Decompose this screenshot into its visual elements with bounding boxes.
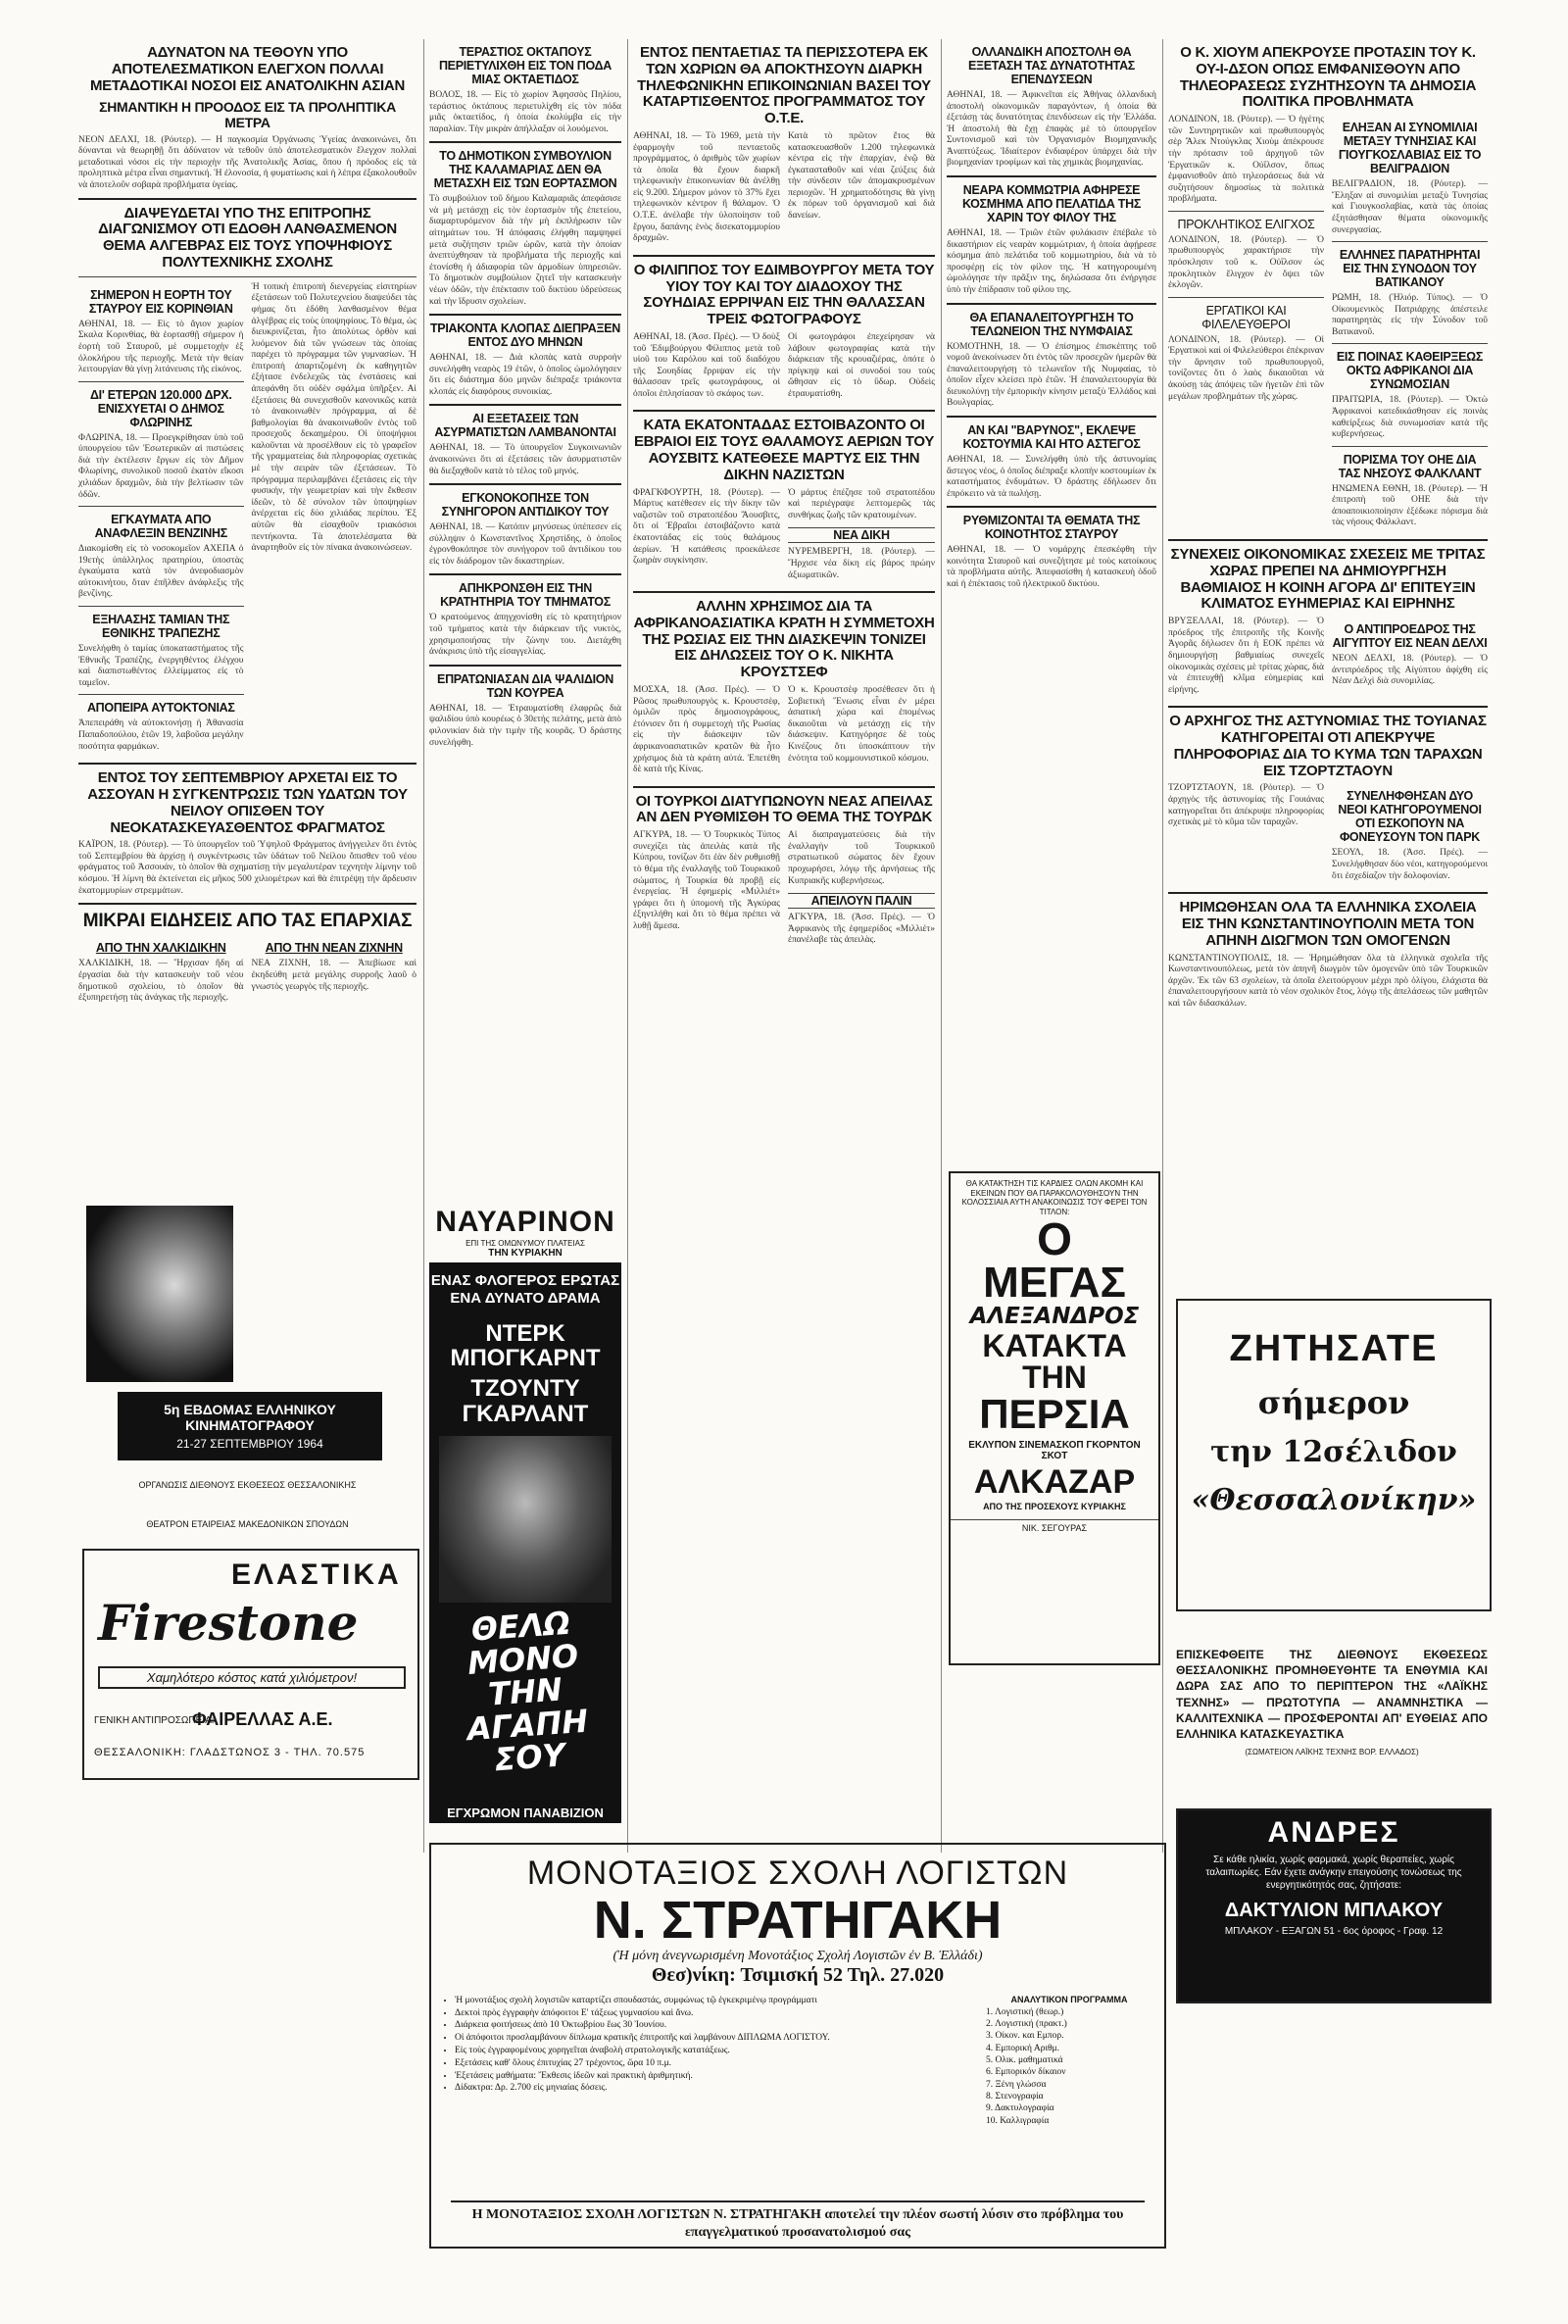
thessaloniki-ad	[1176, 1299, 1492, 1611]
school-title-1: ΜΟΝΟΤΑΞΙΟΣ ΣΧΟΛΗ ΛΟΓΙΣΤΩΝ	[526, 1854, 1069, 1892]
headline: ΣΥΝΕΧΕΙΣ ΟΙΚΟΝΟΜΙΚΑΣ ΣΧΕΣΕΙΣ ΜΕ ΤΡΙΤΑΣ ΧΩΡΑΣ ΠΡΕΠΕΙ ΝΑ ΔΗΜΙΟΥΡΓΗΣΗ ΒΑΘΜΙΑΙΟΣ Η ΚΟΙΝΗ ΑΓΟΡΑ ΔΙ' ΕΠΙΤΕΥΞΙΝ ΚΛΙΜΑΤΟΣ ΕΥΗΜΕΡΙΑΣ ΚΑΙ ΕΙΡΗΝΗΣ	[1170, 546, 1486, 613]
article-text: ΑΘΗΝΑΙ, 18. — Ἐτραυματίσθη ἐλαφρῶς διὰ ψαλιδίου ὑπὸ κουρέως ὁ 30ετὴς πελάτης, μετὰ ἀπὸ φιλονικίαν διὰ τὴν τιμὴν τῆς κουρᾶς. Ὁ δράστης συνελήφθη.	[429, 703, 621, 748]
alkazar-o: Ο	[1037, 1213, 1072, 1265]
laiki-techni-signature: (ΣΩΜΑΤΕΙΟΝ ΛΑΪΚΗΣ ΤΕΧΝΗΣ ΒΟΡ. ΕΛΛΑΔΟΣ)	[1245, 1748, 1419, 1757]
headline: ΤΕΡΑΣΤΙΟΣ ΟΚΤΑΠΟΥΣ ΠΕΡΙΕΤΥΛΙΧΘΗ ΕΙΣ ΤΟΝ ΠΟΔΑ ΜΙΑΣ ΟΚΤΑΕΤΙΔΟΣ	[438, 45, 612, 86]
headline: ΕΛΗΞΑΝ ΑΙ ΣΥΝΟΜΙΛΙΑΙ ΜΕΤΑΞΥ ΤΥΝΗΣΙΑΣ ΚΑΙ ΓΙΟΥΓΚΟΣΛΑΒΙΑΣ ΕΙΣ ΤΟ ΒΕΛΙΓΡΑΔΙΟΝ	[1338, 121, 1482, 176]
school-program-item: 6. Εμπορικόν δίκαιον	[986, 2067, 1066, 2078]
headline: ΟΛΛΑΝΔΙΚΗ ΑΠΟΣΤΟΛΗ ΘΑ ΕΞΕΤΑΣΗ ΤΑΣ ΔΥΝΑΤΟΤΗΤΑΣ ΕΠΕΝΔΥΣΕΩΝ	[967, 45, 1136, 86]
headline: ΤΟ ΔΗΜΟΤΙΚΟΝ ΣΥΜΒΟΥΛΙΟΝ ΤΗΣ ΚΑΛΑΜΑΡΙΑΣ ΔΕΝ ΘΑ ΜΕΤΑΣΧΗ ΕΙΣ ΤΩΝ ΕΟΡΤΑΣΜΟΝ	[433, 149, 617, 191]
cinema-week-ad	[78, 1196, 416, 1480]
article-text: ΑΘΗΝΑΙ, 18. — Τὸ ὑπουργεῖον Συγκοινωνιῶν ἀνακοινώνει ὅτι αἱ ἐξετάσεις τῶν ἀσυρματιστῶν θὰ διεξαχθοῦν κατὰ τὸ τέλος τοῦ μηνός.	[429, 443, 621, 476]
thessaloniki-today: σήμερον	[1257, 1384, 1410, 1421]
article-text: ΑΘΗΝΑΙ, 18. (Ἀσσ. Πρές). — Ὁ δοὺξ τοῦ Ἐδιμβούργου Φίλιππος μετὰ τοῦ υἱοῦ του Καρόλου καὶ τοῦ διαδόχου τῆς Σουηδίας ἔρριψαν εἰς τὴν θάλασσαν τρεῖς φωτογράφους, οἱ ὁποῖοι ἐπλησίασαν τὸ σκάφος των.	[633, 331, 780, 399]
navarinon-tagline: ΕΝΑΣ ΦΛΟΓΕΡΟΣ ΕΡΩΤΑΣ ΕΝΑ ΔΥΝΑΤΟ ΔΡΑΜΑ	[430, 1272, 620, 1307]
headline: ΕΓΚΑΥΜΑΤΑ ΑΠΟ ΑΝΑΦΛΕΞΙΝ ΒΕΝΖΙΝΗΣ	[94, 513, 227, 541]
school-item: • Δίδακτρα: Δρ. 2.700 εἰς μηνιαίας δόσεις.	[455, 2082, 976, 2095]
thessaloniki-pages: την 12σέλιδον	[1210, 1435, 1457, 1469]
andres-body: Σε κάθε ηλικία, χωρίς φαρμακά, χωρίς θεραπείες, χωρίς ταλαιπωρίες. Εάν έχετε ανάγκην επειγούσης τονώσεως της ενεργητικότητός σας, ζητήσατε:	[1205, 1854, 1462, 1891]
school-item: • Οἱ ἀπόφοιτοι προσλαμβάνουν δίπλωμα κρατικῆς ἐπιτροπῆς καὶ λαμβάνουν ΔΙΠΛΩΜΑ ΛΟΓΙΣΤΟΥ.	[455, 2032, 976, 2045]
headline: ΔΙ' ΕΤΕΡΩΝ 120.000 ΔΡΧ. ΕΝΙΣΧΥΕΤΑΙ Ο ΔΗΜΟΣ ΦΛΩΡΙΝΗΣ	[90, 387, 232, 429]
article-text: ΑΓΚΥΡΑ, 18. — Ὁ Τουρκικὸς Τύπος συνεχίζει τὰς ἀπειλὰς κατὰ τῆς Κύπρου, τονίζων ὅτι ἐὰν δὲν ρυθμισθῇ τὸ θέμα τῆς ἐναλλαγῆς τοῦ Τουρκικοῦ σώματος, ἡ Τουρκία θὰ προβῇ εἰς ἐνεργείας. Ἡ ἐφημερὶς «Μιλλιέτ» γράφει ὅτι ἡ ὑπομονὴ τῆς Ἀγκύρας ἐξηντλήθη καὶ ὅτι τὸ θέμα πρέπει νὰ λυθῇ ἄμεσα.	[633, 830, 780, 931]
headline: ΑΔΥΝΑΤΟΝ ΝΑ ΤΕΘΟΥΝ ΥΠΟ ΑΠΟΤΕΛΕΣΜΑΤΙΚΟΝ ΕΛΕΓΧΟΝ ΠΟΛΛΑΙ ΜΕΤΑΔΟΤΙΚΑΙ ΝΟΣΟΙ ΕΙΣ ΑΝΑΤΟΛΙΚΗΝ ΑΣΙΑΝ	[89, 44, 405, 94]
alkazar-day: ΑΠΟ ΤΗΣ ΠΡΟΣΕΧΟΥΣ ΚΥΡΙΑΚΗΣ	[983, 1501, 1126, 1511]
article-text: ΝΕΑ ΖΙΧΝΗ, 18. — Ἀπεβίωσε καὶ ἐκηδεύθη μετὰ μεγάλης συρροῆς λαοῦ ὁ γνωστὸς γεωργὸς τῆς περιοχῆς.	[251, 959, 416, 992]
article-text: ΑΘΗΝΑΙ, 18. — Διὰ κλοπὰς κατὰ συρροὴν συνελήφθη νεαρὸς 19 ἐτῶν, ὁ ὁποῖος ὡμολόγησεν ὅτι εἰς διάστημα δύο μηνῶν διέπραξε τριάκοντα κλοπάς εἰς διαφόρους συνοικίας.	[429, 353, 621, 397]
article-text: ΝΕΟΝ ΔΕΛΧΙ, 18. (Ρόυτερ). — Η παγκοσμία Όργάνωσις Ὑγείας ἀνακοινώνει, ὅτι δύνανται νὰ θεωρηθῇ ὅτι ἀδύνατον νὰ τεθοῦν ὑπὸ ἀποτελεσματικὸν ἔλεγχον πολλαὶ μεταδοτικαὶ νόσοι εἰς τὴν περιοχὴν τῆς Ἀνατολικῆς Ἀσίας, ὅπου ἡ πρόοδος εἰς τὰ προληπτικὰ μέτρα εἶναι σημαντική. Ἡ ἐλονοσία, ἡ φυματίωσις καὶ ἡ λέπρα ἐξακολουθοῦν νὰ ἀποτελοῦν σοβαρὰ προβλήματα ὑγείας.	[78, 134, 416, 191]
navarinon-ad	[429, 1206, 621, 1823]
school-program-item: 5. Ολικ. μαθηματικά	[986, 2055, 1063, 2066]
school-footer: Η ΜΟΝΟΤΑΞΙΟΣ ΣΧΟΛΗ ΛΟΓΙΣΤΩΝ Ν. ΣΤΡΑΤΗΓΑΚΗ αποτελεί την πλέον σωστή λύσιν στο πρόβλημα του επαγγελματικού προσανατολισμού σας	[451, 2200, 1145, 2241]
article-text: ΤΖΟΡΤΖΤΑΟΥΝ, 18. (Ρόυτερ). — Ὁ ἀρχηγὸς τῆς ἀστυνομίας τῆς Γουιάνας κατηγορεῖται ὅτι ἀπέκρυψε πληροφορίας σχετικὰς μὲ τὸ κῦμα τῶν ταραχῶν.	[1168, 783, 1324, 828]
article-text: ΦΡΑΓΚΦΟΥΡΤΗ, 18. (Ρόυτερ). — Μάρτυς κατέθεσεν εἰς τὴν δίκην τῶν ναζιστῶν τοῦ στρατοπέδου Ἄουσβιτς, ὅτι οἱ Ἑβραῖοι ἐστοιβάζοντο κατὰ ἑκατοντάδας εἰς τοὺς θαλάμους ἀερίων. Ἡ κατάθεσις προεκάλεσε ζωηρὰν συγκίνησιν.	[633, 487, 780, 567]
thessaloniki-paper: «Θεσσαλονίκην»	[1191, 1483, 1477, 1517]
headline: Ο ΦΙΛΙΠΠΟΣ ΤΟΥ ΕΔΙΜΒΟΥΡΓΟΥ ΜΕΤΑ ΤΟΥ ΥΙΟΥ ΤΟΥ ΚΑΙ ΤΟΥ ΔΙΑΔΟΧΟΥ ΤΗΣ ΣΟΥΗΔΙΑΣ ΕΡΡΙΨΑΝ ΕΙΣ ΤΗΝ ΘΑΛΑΣΣΑΝ ΤΡΕΙΣ ΦΩΤΟΓΡΑΦΟΥΣ	[633, 261, 935, 328]
headline: ΗΡΙΜΩΘΗΣΑΝ ΟΛΑ ΤΑ ΕΛΛΗΝΙΚΑ ΣΧΟΛΕΙΑ ΕΙΣ ΤΗΝ ΚΩΝΣΤΑΝΤΙΝΟΥΠΟΛΙΝ ΜΕΤΑ ΤΟΝ ΑΠΗΝΗ ΔΙΩΓΜΟΝ ΤΩΝ ΟΜΟΓΕΝΩΝ	[1179, 899, 1477, 949]
navarinon-format: ΕΓΧΡΩΜΟΝ ΠΑΝΑΒΙΖΙΟΝ	[447, 1805, 604, 1821]
article-text: ΚΟΜΟΤΗΝΗ, 18. — Ὁ ἐπίσημος ἐπισκέπτης τοῦ νομοῦ ἀνεκοίνωσεν ὅτι ἐντὸς τῶν προσεχῶν ἡμερῶν θὰ ἐπαναλειτουργήσῃ τὸ τελωνεῖον τῆς Νυμφαίας, τὸ ὁποῖον εἶχεν κλείσει πρὸ ἐτῶν. Ἡ ἐπαναλειτουργία θὰ διευκολύνῃ τὴν ἐμπορικὴν κίνησιν μεταξὺ Ἑλλάδος καὶ Βουλγαρίας.	[947, 341, 1156, 409]
column-rule	[627, 39, 628, 1853]
article-text: ΑΘΗΝΑΙ, 18. — Κατόπιν μηνύσεως ὑπέπεσεν εἰς σύλληψιν ὁ Κωνσταντῖνος Χρηστίδης, ὁ ὁποῖος ἐγρονθοκόπησε τὸν συνήγορον τοῦ ἀντιδίκου του εἰς τὸν διάδρομον τῶν δικαστηρίων.	[429, 522, 621, 567]
subhead: ΕΡΓΑΤΙΚΟΙ ΚΑΙ ΦΙΛΕΛΕΥΘΕΡΟΙ	[1201, 303, 1291, 331]
article-text: ΑΘΗΝΑΙ, 18. — Τριῶν ἐτῶν φυλάκισιν ἐπέβαλε τὸ δικαστήριον εἰς νεαρὰν κομμώτριαν, ἡ ὁποία ἀφῄρεσε κόσμημα ἀπὸ πελάτιδα τοῦ κομμωτηρίου, διὰ νὰ τὸ προσφέρῃ εἰς τὸν φίλον της. Ἡ κατηγορουμένη ὡμολόγησε τὴν πρᾶξιν της, δηλώσασα ὅτι ἐνήργησε ὑπὸ τὴν ἐπίδρασιν τοῦ φίλου της.	[947, 228, 1156, 295]
andres-product: ΔΑΚΤΥΛΙΟΝ ΜΠΛΑΚΟΥ	[1224, 1900, 1444, 1921]
article-text: ΒΟΛΟΣ, 18. — Εἰς τὸ χωρίον Ἀφησσὸς Πηλίου, τεράστιος ὀκτάπους περιετυλίχθη εἰς τὸν πόδα μιᾶς ὀκταετίδος, ἡ ὁποία ἐκολύμβα εἰς τὴν παραλίαν. Τὴν μικρὰν ἀπήλλαξαν οἱ λουόμενοι.	[429, 90, 621, 134]
article-text: Ὁ μάρτυς ἐπέζησε τοῦ στρατοπέδου καὶ περιέγραψε λεπτομερῶς τὰς συνθήκας ζωῆς τῶν κρατουμένων.	[788, 487, 935, 520]
headline: ΕΓΚΟΝΟΚΟΠΗΣΕ ΤΟΝ ΣΥΝΗΓΟΡΟΝ ΑΝΤΙΔΙΚΟΥ ΤΟΥ	[441, 491, 610, 519]
headline: ΣΗΜΕΡΟΝ Η ΕΟΡΤΗ ΤΟΥ ΣΤΑΥΡΟΥ ΕΙΣ ΚΟΡΙΝΘΙΑΝ	[88, 287, 233, 316]
article-text: ΚΩΝΣΤΑΝΤΙΝΟΥΠΟΛΙΣ, 18. — Ἠρημώθησαν ὅλα τὰ ἑλληνικὰ σχολεῖα τῆς Κωνσταντινουπόλεως, μετὰ τὸν ἀπηνῆ διωγμὸν τῶν ὁμογενῶν ὑπὸ τῶν Τουρκικῶν ἀρχῶν. Ἐκ τῶν 63 σχολείων, τὰ ὁποῖα ἐλειτούργουν μέχρι πρὸ ὀλίγου, ἐλάχιστα θὰ ἐπαναλειτουργήσουν κατὰ τὸ νέον σχολικὸν ἔτος, λόγῳ τῆς ἀπελάσεως τῶν μαθητῶν καὶ τῶν διδασκάλων.	[1168, 953, 1488, 1009]
school-program-item: 10. Καλλιγραφία	[986, 2115, 1050, 2126]
headline: ΔΙΑΨΕΥΔΕΤΑΙ ΥΠΟ ΤΗΣ ΕΠΙΤΡΟΠΗΣ ΔΙΑΓΩΝΙΣΜΟΥ ΟΤΙ ΕΔΟΘΗ ΛΑΝΘΑΣΜΕΝΟΝ ΘΕΜΑ ΑΛΓΕΒΡΑΣ ΕΙΣ ΤΟΥΣ ΥΠΟΨΗΦΙΟΥΣ ΠΟΛΥΤΕΧΝΙΚΗΣ ΣΧΟΛΗΣ	[98, 204, 397, 272]
navarinon-photo	[439, 1436, 612, 1603]
alkazar-title-4: ΤΗΝ	[1022, 1359, 1087, 1395]
firestone-brand: Firestone	[98, 1594, 359, 1652]
headline: ΑΝ ΚΑΙ "ΒΑΡΥΝΟΣ", ΕΚΛΕΨΕ ΚΟΣΤΟΥΜΙΑ ΚΑΙ ΗΤΟ ΑΣΤΕΓΟΣ	[962, 422, 1141, 451]
headline: ΕΠΡΑΤΩΝΙΑΣΑΝ ΔΙΑ ΨΑΛΙΔΙΟΝ ΤΩΝ ΚΟΥΡΕΑ	[437, 671, 613, 700]
school-item: • Ἡ μονοτάξιος σχολὴ λογιστῶν καταρτίζει σπουδαστάς, συμφώνως τῷ ἐγκεκριμένῳ προγράμματι	[455, 1995, 976, 2007]
cinema-week-title: 5η ΕΒΔΟΜΑΣ ΕΛΛΗΝΙΚΟΥ ΚΙΝΗΜΑΤΟΓΡΑΦΟΥ	[164, 1401, 336, 1433]
article-text: ΣΕΟΥΛ, 18. (Ἀσσ. Πρές). — Συνελήφθησαν δύο νέοι, κατηγορούμενοι ὅτι ἐσχεδίαζον τὴν δολοφονίαν.	[1332, 848, 1488, 881]
article-text: Συνελήφθη ὁ ταμίας ὑποκαταστήματος τῆς Ἐθνικῆς Τραπέζης, ἐνεργηθέντος ἐλέγχου καὶ διαπιστωθέντος ἐλλείμματος εἰς τὸ ταμεῖον.	[78, 644, 244, 688]
navarinon-star-1: ΝΤΕΡΚ ΜΠΟΓΚΑΡΝΤ	[450, 1320, 601, 1372]
article-text: ΑΘΗΝΑΙ, 18. — Τὸ 1969, μετὰ τὴν ἐφαρμογὴν τοῦ πενταετοῦς προγράμματος, ὁ ἀριθμὸς τῶν χωρίων τὰ ὁποῖα θὰ ἔχουν διαρκῆ τηλεφωνικὴν ἐπικοινωνίαν θὰ ἀνέλθῃ εἰς 9.200. Σήμερον μόνον τὸ 37% ἔχει τηλεφωνικὸν κέντρον ἢ θάλαμον. Ὁ Ο.Τ.Ε. ἀνέλαβε τὴν ὑλοποίησιν τοῦ ἔργου, δαπάνης ἑνὸς δισεκατομμυρίου δραχμῶν.	[633, 130, 780, 244]
article-text: ΛΟΝΔΙΝΟΝ, 18. (Ρόυτερ). — Ὁ πρωθυπουργὸς χαρακτήρισε τὴν πρόσκλησιν τοῦ κ. Οὐΐλσον ὡς προκλητικὸν ἔλιγχον ἐν ὄψει τῶν ἐκλογῶν.	[1168, 234, 1324, 291]
alkazar-ad	[949, 1171, 1160, 1665]
school-program-item: 4. Εμπορική Αριθμ.	[986, 2043, 1060, 2053]
school-program-title: ΑΝΑΛΥΤΙΚΟΝ ΠΡΟΓΡΑΜΜΑ	[1010, 1994, 1128, 2004]
article-text: ΑΘΗΝΑΙ, 18. — Εἰς τὸ ἄγιον χωρίον Σκαλα Κορινθίας, θὰ ἑορτασθῇ σήμερον ἡ ἑορτὴ τοῦ Σταυροῦ, μὲ συμμετοχὴν ἐξ ὁλοκλήρου τῆς περιοχῆς. Μετὰ τὴν θείαν λειτουργίαν θὰ γίνῃ λιτάνευσις τῆς εἰκόνος.	[78, 319, 244, 375]
laiki-techni-ad	[1176, 1647, 1488, 1794]
article-text: ΚΑΪΡΟΝ, 18. (Ρόυτερ). — Τὸ ὑπουργεῖον τοῦ Ὑψηλοῦ Φράγματος ἀνήγγειλεν ὅτι ἐντὸς τοῦ Σεπτεμβρίου θὰ ἀρχίσῃ ἡ συγκέντρωσις τῶν ὑδάτων τοῦ Νείλου ὄπισθεν τοῦ νέου φράγματος τοῦ Ἀσσουάν, τὸ ὁποῖον θὰ σχηματίσῃ τὴν μεγαλυτέραν τεχνητὴν λίμνην τοῦ κόσμου. Ἡ λίμνη θὰ ἐκτείνεται εἰς μῆκος 500 χιλιομέτρων καὶ θὰ ἐπιτρέψῃ τὴν ἄρδευσιν ἑκατομμυρίων στρεμμάτων.	[78, 840, 416, 896]
school-program-item: 3. Οίκον. και Εμπορ.	[986, 2031, 1064, 2042]
subhead: ΑΠΟ ΤΗΝ ΝΕΑΝ ΖΙΧΝΗΝ	[265, 941, 403, 956]
headline: ΡΥΘΜΙΖΟΝΤΑΙ ΤΑ ΘΕΜΑΤΑ ΤΗΣ ΚΟΙΝΟΤΗΤΟΣ ΣΤΑΥΡΟΥ	[962, 514, 1141, 542]
school-program-list	[986, 2006, 1152, 2127]
alkazar-title-3: ΚΑΤΑΚΤΑ	[982, 1327, 1127, 1363]
andres-ad	[1176, 1808, 1492, 2003]
article-text: Οἱ φωτογράφοι ἐπεχείρησαν νὰ λάβουν φωτογραφίας κατὰ τὴν διάρκειαν τῆς κρουαζιέρας, ὁπότε ὁ πρίγκηψ καὶ οἱ συνοδοί του τοὺς ὤθησαν εἰς τὸ ὕδωρ. Οὐδεὶς ἐτραυματίσθη.	[788, 331, 935, 399]
poster-face-image	[86, 1206, 233, 1382]
school-item: • Διάρκεια φοιτήσεως ἀπὸ 10 Ὀκτωβρίου ἕως 30 Ἰουνίου.	[455, 2019, 976, 2032]
school-item: • Δεκτοὶ πρὸς ἐγγραφὴν ἀπόφοιτοι Ε' τάξεως γυμνασίου καὶ ἄνω.	[455, 2007, 976, 2020]
headline: ΕΛΛΗΝΕΣ ΠΑΡΑΤΗΡΗΤΑΙ ΕΙΣ ΤΗΝ ΣΥΝΟΔΟΝ ΤΟΥ ΒΑΤΙΚΑΝΟΥ	[1339, 248, 1481, 290]
navarinon-subtitle: ΕΠΙ ΤΗΣ ΟΜΩΝΥΜΟΥ ΠΛΑΤΕΙΑΣ	[466, 1239, 585, 1248]
navarinon-title: ΝΑΥΑΡΙΝΟΝ	[435, 1206, 615, 1238]
alkazar-title-2: ΑΛΕΞΑΝΔΡΟΣ	[969, 1304, 1140, 1330]
article-text: ΛΟΝΔΙΝΟΝ, 18. (Ρόυτερ). — Ὁ ἡγέτης τῶν Συντηρητικῶν καὶ πρωθυπουργὸς σὲρ Ἄλεκ Ντούγκλας Χιοὺμ ἀπέκρουσε τὴν πρότασιν τοῦ ἀρχηγοῦ τῶν Ἐργατικῶν κ. Οὐΐλσον, ὅπως ἐμφανισθοῦν ἀπὸ τηλεοράσεως διὰ νὰ συζητήσουν δημοσίως τὰ πολιτικὰ προβλήματα.	[1168, 115, 1324, 205]
headline: ΜΙΚΡΑΙ ΕΙΔΗΣΕΙΣ ΑΠΟ ΤΑΣ ΕΠΑΡΧΙΑΣ	[82, 911, 413, 932]
article-text: Κατὰ τὸ πρῶτον ἔτος θὰ κατασκευασθοῦν 1.200 τηλεφωνικὰ κέντρα εἰς τὴν ἐπαρχίαν, ἐνῷ θὰ ἐγκατασταθοῦν καὶ νέαι ζεύξεις διὰ τὴν σύνδεσιν τῶν ἀπομακρυσμένων περιοχῶν. Ἡ χρηματοδότησις θὰ γίνῃ ἐκ πόρων τοῦ ὀργανισμοῦ καὶ διὰ δανείων.	[788, 130, 935, 222]
headline: ΤΡΙΑΚΟΝΤΑ ΚΛΟΠΑΣ ΔΙΕΠΡΑΞΕΝ ΕΝΤΟΣ ΔΥΟ ΜΗΝΩΝ	[429, 321, 621, 350]
headline: ΟΙ ΤΟΥΡΚΟΙ ΔΙΑΤΥΠΩΝΟΥΝ ΝΕΑΣ ΑΠΕΙΛΑΣ ΑΝ ΔΕΝ ΡΥΘΜΙΣΘΗ ΤΟ ΘΕΜΑ ΤΗΣ ΤΟΥΡΔΚ	[635, 792, 933, 826]
school-address: Θεσ)νίκη: Τσιμισκή 52 Τηλ. 27.020	[651, 1963, 945, 1986]
headline: ΕΙΣ ΠΟΙΝΑΣ ΚΑΘΕΙΡΞΕΩΣ ΟΚΤΩ ΑΦΡΙΚΑΝΟΙ ΔΙΑ ΣΥΝΩΜΟΣΙΑΝ	[1336, 350, 1484, 392]
article-text: Διακομίσθη εἰς τὸ νοσοκομεῖον ΑΧΕΠΑ ὁ 19ετὴς ὑπάλληλος πρατηρίου, ὑποστὰς ἐγκαύματα κατὰ τὸν ἀνεφοδιασμὸν αὐτοκινήτου, ὅταν ἐπῆλθεν ἀνάφλεξις τῆς βενζίνης.	[78, 544, 244, 600]
column-5	[1168, 39, 1488, 1274]
accounting-school-ad	[429, 1843, 1166, 2249]
headline: Ο ΑΝΤΙΠΡΟΕΔΡΟΣ ΤΗΣ ΑΙΓΥΠΤΟΥ ΕΙΣ ΝΕΑΝ ΔΕΛΧΙ	[1332, 622, 1488, 651]
alkazar-title-5: ΠΕΡΣΙΑ	[979, 1390, 1130, 1437]
article-text: ΦΛΩΡΙΝΑ, 18. — Προεγκρίθησαν ὑπὸ τοῦ ὑπουργείου τῶν Ἐσωτερικῶν αἱ πιστώσεις διὰ τὴν ἐκτέλεσιν ἔργων εἰς τὸν Δῆμον Φλωρίνης, συνολικοῦ ποσοῦ ἑκατὸν εἴκοσι χιλιάδων δραχμῶν, διὰ τὴν βελτίωσιν τῶν ὁδῶν.	[78, 432, 244, 500]
article-text: ΒΕΛΙΓΡΑΔΙΟΝ, 18. (Ρόυτερ). — Ἔληξαν αἱ συνομιλίαι μεταξὺ Τυνησίας καὶ Γιουγκοσλαβίας, κατὰ τὰς ὁποίας ἐξητάσθησαν θέματα οἰκονομικῆς συνεργασίας.	[1332, 179, 1488, 235]
cinema-org: ΟΡΓΑΝΩΣΙΣ ΔΙΕΘΝΟΥΣ ΕΚΘΕΣΕΩΣ ΘΕΣΣΑΛΟΝΙΚΗΣ	[138, 1480, 357, 1490]
school-title-2: Ν. ΣΤΡΑΤΗΓΑΚΗ	[593, 1891, 1003, 1950]
column-4	[947, 39, 1156, 1215]
headline: Ο ΑΡΧΗΓΟΣ ΤΗΣ ΑΣΤΥΝΟΜΙΑΣ ΤΗΣ ΤΟΥΙΑΝΑΣ ΚΑΤΗΓΟΡΕΙΤΑΙ ΟΤΙ ΑΠΕΚΡΥΨΕ ΠΛΗΡΟΦΟΡΙΑΣ ΔΙΑ ΤΟ ΚΥΜΑ ΤΩΝ ΤΑΡΑΧΩΝ ΕΙΣ ΤΖΟΡΤΖΤΑΟΥΝ	[1169, 713, 1487, 779]
column-rule	[1162, 39, 1163, 1853]
article-text: ΝΥΡΕΜΒΕΡΓΗ, 18. (Ρόυτερ). — Ἤρχισε νέα δίκη εἰς βάρος πρώην ἀξιωματικῶν.	[788, 547, 935, 580]
article-text: ΡΩΜΗ, 18. (Ἡλιόρ. Τύπος). — Ὁ Οἰκουμενικὸς Πατριάρχης ἀπέστειλε παρατηρητὰς εἰς τὴν Σύνοδον τοῦ Βατικανοῦ.	[1332, 293, 1488, 337]
school-program-item: 7. Ξένη γλώσσα	[986, 2079, 1047, 2090]
column-rule	[423, 39, 424, 1853]
headline: ΣΗΜΑΝΤΙΚΗ Η ΠΡΟΟΔΟΣ ΕΙΣ ΤΑ ΠΡΟΛΗΠΤΙΚΑ ΜΕΤΡΑ	[99, 99, 396, 131]
article-text: Τὸ συμβούλιον τοῦ δήμου Καλαμαριᾶς ἀπεφάσισε νὰ μὴ μετάσχῃ εἰς τὸν ἑορτασμὸν τῆς ἐπετείου, διαμαρτυρόμενον διὰ τὴν μὴ ἐκπλήρωσιν τῶν αἰτημάτων του. Ἡ ἀπόφασις ἐλήφθη παμψηφεί μετὰ συζήτησιν τριῶν ὡρῶν, κατὰ τὴν ὁποίαν ἀνεπτύχθησαν τὰ προβλήματα τῆς περιοχῆς καὶ ἐτονίσθη ἡ ἀδιαφορία τῶν ἁρμοδίων ὑπηρεσιῶν. Τὸ δημοτικὸν συμβούλιον ζητεῖ τὴν κατασκευὴν νέων ὁδῶν, τὴν ἐπέκτασιν τοῦ δικτύου ὑδρεύσεως καὶ τὴν ἵδρυσιν σχολείων.	[429, 194, 621, 307]
alkazar-title-1: ΜΕΓΑΣ	[983, 1259, 1126, 1308]
article-text: ΑΘΗΝΑΙ, 18. — Συνελήφθη ὑπὸ τῆς ἀστυνομίας ἄστεγος νέος, ὁ ὁποῖος διέπραξε κλοπὴν κοστουμίων ἐκ καταστήματος ἐνδυμάτων. Ὁ δράστης ἐδήλωσεν ὅτι ἐπρόκειτο νὰ τὰ πωλήσῃ.	[947, 454, 1156, 499]
article-text: Ὁ κ. Κρουστσὲφ προσέθεσεν ὅτι ἡ Σοβιετικὴ Ἕνωσις εἶναι ἐν μέρει ἀσιατικὴ χώρα καὶ ἐπομένως δικαιοῦται νὰ μετάσχῃ εἰς τὴν διάσκεψιν. Κατηγόρησε δὲ τοὺς Κινέζους ὅτι ὑποσκάπτουν τὴν ἑνότητα τοῦ κομμουνιστικοῦ κόσμου.	[788, 685, 935, 764]
andres-title: ΑΝΔΡΕΣ	[1267, 1816, 1400, 1849]
thessaloniki-ask: ΖΗΤΗΣΑΤΕ	[1229, 1328, 1439, 1369]
column-2	[429, 39, 621, 1215]
school-item: • Εξετάσεις καθ' ὅλους ἐπιτυχίας 27 τρέχοντος, ὥρα 10 π.μ.	[455, 2057, 976, 2070]
headline: ΕΞΗΛΑΣΗΣ ΤΑΜΙΑΝ ΤΗΣ ΕΘΝΙΚΗΣ ΤΡΑΠΕΖΗΣ	[92, 613, 230, 641]
article-text: ΑΘΗΝΑΙ, 18. — Ἀφικνεῖται εἰς Ἀθήνας ὀλλανδικὴ ἀποστολὴ οἰκονομικῶν παραγόντων, ἡ ὁποία θὰ ἐξετάσῃ τὰς δυνατότητας ἐπενδύσεων εἰς τὴν Ἑλλάδα. Ἡ ἀποστολὴ θὰ ἔχῃ ἐπαφὰς μὲ τὸ ὑπουργεῖον Συντονισμοῦ καὶ τὸν Ὀργανισμὸν Βιομηχανικῆς Ἀναπτύξεως. Ἰδιαίτερον ἐνδιαφέρον ὑπάρχει διὰ τὴν βιομηχανίαν τροφίμων καὶ τὰς χημικὰς βιομηχανίας.	[947, 90, 1156, 169]
article-text: ΑΘΗΝΑΙ, 18. — Ὁ νομάρχης ἐπεσκέφθη τὴν κοινότητα Σταυροῦ καὶ συνεζήτησε μὲ τοὺς κατοίκους τὰ προβλήματα αὐτῆς. Ἀπεφασίσθη ἡ κατασκευὴ ὁδοῦ καὶ ἡ ἐπέκτασις τοῦ ἠλεκτρικοῦ δικτύου.	[947, 545, 1156, 590]
article-text: ΝΕΟΝ ΔΕΛΧΙ, 18. (Ρόυτερ). — Ὁ ἀντιπρόεδρος τῆς Αἰγύπτου ἀφίχθη εἰς Νέαν Δελχὶ διὰ συνομιλίας.	[1332, 654, 1488, 687]
subhead: ΝΕΑ ΔΙΚΗ	[788, 527, 935, 543]
navarinon-day: ΤΗΝ ΚΥΡΙΑΚΗΝ	[488, 1248, 563, 1259]
school-program-item: 1. Λογιστική (θεωρ.)	[986, 2006, 1064, 2017]
cinema-week-dates: 21-27 ΣΕΠΤΕΜΒΡΙΟΥ 1964	[176, 1437, 323, 1452]
subhead: ΠΡΟΚΛΗΤΙΚΟΣ ΕΛΙΓΧΟΣ	[1177, 217, 1315, 231]
school-items	[443, 1995, 976, 2127]
article-text: ΜΟΣΧΑ, 18. (Ἀσσ. Πρές). — Ὁ Ρῶσος πρωθυπουργὸς κ. Κρουστσὲφ, ὁμιλῶν πρὸς δημοσιογράφους, ἐτόνισεν ὅτι ἡ συμμετοχὴ τῆς Ρωσίας εἰς τὴν διάσκεψιν τῶν ἀφρικανοασιατικῶν κρατῶν θὰ ἦτο χρήσιμος διὰ τὰ κράτη αὐτά. Ἐπετέθη δὲ κατὰ τῆς Κίνας.	[633, 685, 780, 775]
firestone-slogan: Χαμηλότερο κόστος κατά χιλιόμετρον!	[98, 1666, 406, 1689]
firestone-ad	[82, 1549, 419, 1780]
column-1	[78, 39, 416, 1186]
alkazar-credits: ΕΚΛΥΠΟΝ ΣΙΝΕΜΑΣΚΟΠ ΓΚΟΡΝΤΟΝ ΣΚΟΤ	[968, 1439, 1141, 1461]
cinema-venue: ΘΕΑΤΡΟΝ ΕΤΑΙΡΕΙΑΣ ΜΑΚΕΔΟΝΙΚΩΝ ΣΠΟΥΔΩΝ	[146, 1519, 349, 1529]
alkazar-cinema: ΑΛΚΑΖΑΡ	[973, 1462, 1136, 1501]
subhead: ΑΠΕΙΛΟΥΝ ΠΑΛΙΝ	[788, 893, 935, 909]
headline: ΠΟΡΙΣΜΑ ΤΟΥ ΟΗΕ ΔΙΑ ΤΑΣ ΝΗΣΟΥΣ ΦΑΛΚΛΑΝΤ	[1338, 452, 1482, 480]
headline: ΘΑ ΕΠΑΝΑΛΕΙΤΟΥΡΓΗΣΗ ΤΟ ΤΕΛΩΝΕΙΟΝ ΤΗΣ ΝΥΜΦΑΙΑΣ	[969, 310, 1134, 338]
article-text: Ὁ κρατούμενος ἀπηγχονίσθη εἰς τὸ κρατητήριον τοῦ τμήματος κατὰ τὴν διάρκειαν τῆς νυκτὸς, χρησιμοποιήσας τὴν ζώνην του. Διετάχθη ἀνάκρισις ὑπὸ τῆς εἰσαγγελίας.	[429, 613, 621, 658]
article-text: Ἡ τοπικὴ ἐπιτροπὴ διενεργείας εἰσιτηρίων ἐξετάσεων τοῦ Πολυτεχνείου διαψεύδει τὰς φήμας ὅτι ἐδόθη λανθασμένον θέμα ἀλγέβρας εἰς τοὺς ὑποψηφίους. Τὸ θέμα, ὡς διευκρινίζεται, ἦτο ἀπολύτως ὀρθὸν καὶ λυόμενον διὰ τῶν γνώσεων τὰς ὁποίας παρέχει τὸ πρόγραμμα τῶν γυμνασίων. Ἡ ἐπιτροπὴ ἀπαρτιζομένη ἐκ καθηγητῶν ἐξήτασε ἐνδελεχῶς τὰς ἐνστάσεις καὶ ἀπεφάνθη ὅτι οὐδὲν σφάλμα ὑπῆρξεν. Αἱ ἐξετάσεις θὰ συνεχισθοῦν κανονικῶς κατὰ τὸ ἀνακοινωθὲν πρόγραμμα, αἱ δὲ βαθμολογίαι θὰ ἀνακοινωθοῦν ἐντὸς τοῦ προσεχοῦς δεκαημέρου. Οἱ ὑποψήφιοι καλοῦνται νὰ προσέλθουν εἰς τὸ γραφεῖον τῆς γραμματείας διὰ πληροφορίας σχετικὰς μὲ τὴν σειρὰν τῶν ἐξετάσεων. Τὸ πρόγραμμα περιλαμβάνει ἐξετάσεις εἰς τὴν φυσικήν, τὴν γεωμετρίαν καὶ τὴν ἔκθεσιν ἰδεῶν, τὸ δὲ σύνολον τῶν ὑποψηφίων ἀνέρχεται εἰς δύο χιλιάδας περίπου. Ἐξ αὐτῶν θὰ εἰσαχθοῦν τριακόσιοι πεντήκοντα. Τὰ ἀποτελέσματα θὰ ἀναρτηθοῦν εἰς τὸν πίνακα ἀνακοινώσεων.	[251, 281, 416, 554]
headline: ΕΝΤΟΣ ΤΟΥ ΣΕΠΤΕΜΒΡΙΟΥ ΑΡΧΕΤΑΙ ΕΙΣ ΤΟ ΑΣΣΟΥΑΝ Η ΣΥΓΚΕΝΤΡΩΣΙΣ ΤΩΝ ΥΔΑΤΩΝ ΤΟΥ ΝΕΙΛΟΥ ΟΠΙΣΘΕΝ ΤΟΥ ΝΕΟΚΑΤΑΣΚΕΥΑΣΘΕΝΤΟΣ ΦΡΑΓΜΑΤΟΣ	[87, 769, 408, 836]
andres-footer: ΜΠΛΑΚΟΥ - ΕΞΑΓΩΝ 51 - 6ος όροφος - Γραφ. 12	[1224, 1926, 1444, 1937]
headline: ΑΛΛΗΝ ΧΡΗΣΙΜΟΣ ΔΙΑ ΤΑ ΑΦΡΙΚΑΝΟΑΣΙΑΤΙΚΑ ΚΡΑΤΗ Η ΣΥΜΜΕΤΟΧΗ ΤΗΣ ΡΩΣΙΑΣ ΕΙΣ ΤΗΝ ΔΙΑΣΚΕΨΙΝ ΤΟΝΙΖΕΙ ΕΙΣ ΔΗΛΩΣΕΙΣ ΤΟΥ Ο Κ. ΝΙΚΗΤΑ ΚΡΟΥΣΤΣΕΦ	[633, 598, 935, 681]
article-text: ΗΝΩΜΕΝΑ ΕΘΝΗ, 18. (Ρόυτερ). — Ἡ ἐπιτροπὴ τοῦ ΟΗΕ διὰ τὴν ἀποαποικιοποίησιν ἐξέδωκε πόρισμα διὰ τὰς νήσους Φάλκλαντ.	[1332, 483, 1488, 528]
article-text: ΒΡΥΞΕΛΛΑΙ, 18. (Ρόυτερ). — Ὁ πρόεδρος τῆς ἐπιτροπῆς τῆς Κοινῆς Ἀγορᾶς δήλωσεν ὅτι ἡ ΕΟΚ πρέπει νὰ δημιουργήσῃ βαθμιαίως συνεχεῖς οἰκονομικὰς σχέσεις μὲ τρίτας χώρας, διὰ νὰ ἐπιτευχθῇ κλῖμα εὐημερίας καὶ εἰρήνης.	[1168, 617, 1324, 695]
school-program-item: 9. Δακτυλογραφία	[986, 2103, 1054, 2114]
laiki-techni-text: ΕΠΙΣΚΕΦΘΕΙΤΕ ΤΗΣ ΔΙΕΘΝΟΥΣ ΕΚΘΕΣΕΩΣ ΘΕΣΣΑΛΟΝΙΚΗΣ ΠΡΟΜΗΘΕΥΘΗΤΕ ΤΑ ΕΝΘΥΜΙΑ ΚΑΙ ΔΩΡΑ ΣΑΣ ΑΠΟ ΤΟ ΠΕΡΙΠΤΕΡΟΝ ΤΗΣ «ΛΑΪΚΗΣ ΤΕΧΝΗΣ» — ΠΡΩΤΟΤΥΠΑ — ΑΝΑΜΝΗΣΤΙΚΑ — ΚΑΛΛΙΤΕΧΝΙΚΑ — ΠΡΟΣΦΕΡΟΝΤΑΙ ΑΠ' ΕΥΘΕΙΑΣ ΑΠΟ ΕΛΛΗΝΙΚΑ ΚΑΤΑΣΚΕΥΑΣΤΙΚΑ	[1176, 1648, 1488, 1741]
article-text: ΛΟΝΔΙΝΟΝ, 18. (Ρόυτερ). — Οἱ Ἐργατικοὶ καὶ οἱ Φιλελεύθεροι ἐπέκριναν τὴν ἄρνησιν τοῦ πρωθυπουργοῦ, τονίζοντες ὅτι ὁ λαὸς δικαιοῦται νὰ ἀκούσῃ τὰς ἀπόψεις τῶν ἡγετῶν ἐπὶ τῶν μεγάλων προβλημάτων τῆς χώρας.	[1168, 334, 1324, 402]
school-program-item: 2. Λογιστική (πρακτ.)	[986, 2019, 1067, 2030]
headline: ΝΕΑΡΑ ΚΟΜΜΩΤΡΙΑ ΑΦΗΡΕΣΕ ΚΟΣΜΗΜΑ ΑΠΟ ΠΕΛΑΤΙΔΑ ΤΗΣ ΧΑΡΙΝ ΤΟΥ ΦΙΛΟΥ ΤΗΣ	[961, 183, 1142, 225]
firestone-address: ΘΕΣΣΑΛΟΝΙΚΗ: ΓΛΑΔΣΤΩΝΟΣ 3 - ΤΗΛ. 70.575	[94, 1747, 366, 1758]
column-3	[633, 39, 935, 1215]
headline: ΑΠΟΠΕΙΡΑ ΑΥΤΟΚΤΟΝΙΑΣ	[86, 701, 235, 716]
headline: ΑΠΗΚΡΟΝΣΘΗ ΕΙΣ ΤΗΝ ΚΡΑΤΗΤΗΡΙΑ ΤΟΥ ΤΜΗΜΑΤΟΣ	[440, 581, 611, 610]
headline: Ο Κ. ΧΙΟΥΜ ΑΠΕΚΡΟΥΣΕ ΠΡΟΤΑΣΙΝ ΤΟΥ Κ. ΟΥ-Ι-ΔΣΟΝ ΟΠΩΣ ΕΜΦΑΝΙΣΘΟΥΝ ΑΠΟ ΤΗΛΕΟΡΑΣΕΩΣ ΣΥΖΗΤΗΣΟΥΝ ΤΑ ΔΗΜΟΣΙΑ ΠΟΛΙΤΙΚΑ ΠΡΟΒΛΗΜΑΤΑ	[1179, 44, 1477, 111]
column-rule	[941, 39, 942, 1853]
navarinon-film-title: ΘΕΛΩ ΜΟΝΟ ΤΗΝ ΑΓΑΠΗ ΣΟΥ	[466, 1604, 590, 1779]
school-item: • Εἰς τοὺς ἐγγραφομένους χορηγεῖται ἀναβολὴ στρατολογικῆς κατατάξεως.	[455, 2045, 976, 2057]
headline: ΕΝΤΟΣ ΠΕΝΤΑΕΤΙΑΣ ΤΑ ΠΕΡΙΣΣΟΤΕΡΑ ΕΚ ΤΩΝ ΧΩΡΙΩΝ ΘΑ ΑΠΟΚΤΗΣΟΥΝ ΔΙΑΡΚΗ ΤΗΛΕΦΩΝΙΚΗΝ ΕΠΙΚΟΙΝΩΝΙΑΝ ΒΑΣΕΙ ΤΟΥ ΚΑΤΑΡΤΙΣΘΕΝΤΟΣ ΠΡΟΓΡΑΜΜΑΤΟΣ ΤΟΥ Ο.Τ.Ε.	[637, 44, 931, 127]
school-subtitle: (Ἡ μόνη ἀνεγνωρισμένη Μονοτάξιος Σχολή Λογιστῶν ἐν Β. Ἑλλάδι)	[612, 1948, 983, 1963]
article-text: ΧΑΛΚΙΔΙΚΗ, 18. — Ἤρχισαν ἤδη αἱ ἐργασίαι διὰ τὴν κατασκευὴν τοῦ νέου δημοτικοῦ σχολείου, τὸ ὁποῖον θὰ ἐξυπηρετήσῃ τὰς ἀνάγκας τῆς περιοχῆς.	[78, 959, 244, 1004]
school-item: • Ἐξετάσεις μαθήματα: Ἔκθεσις ἰδεῶν καὶ πρακτικὴ ἀριθμητική.	[455, 2070, 976, 2083]
headline: ΑΙ ΕΞΕΤΑΣΕΙΣ ΤΩΝ ΑΣΥΡΜΑΤΙΣΤΩΝ ΛΑΜΒΑΝΟΝΤΑΙ	[434, 412, 616, 440]
article-text: ΑΓΚΥΡΑ, 18. (Ἀσσ. Πρές). — Ὁ Ἀφρικανὸς τῆς ἐφημερίδος «Μιλλιέτ» ἐπανέλαβε τὰς ἀπειλὰς.	[788, 913, 935, 946]
navarinon-star-2: ΤΖΟΥΝΤΥ ΓΚΑΡΛΑΝΤ	[462, 1375, 589, 1427]
alkazar-intro: ΘΑ ΚΑΤΑΚΤΗΣΗ ΤΙΣ ΚΑΡΔΙΕΣ ΟΛΩΝ ΑΚΟΜΗ ΚΑΙ ΕΚΕΙΝΩΝ ΠΟΥ ΘΑ ΠΑΡΑΚΟΛΟΥΘΗΣΟΥΝ ΤΗΝ ΚΟΛΟΣΣΙΑΙΑ ΑΥΤΗ ΑΝΑΚΟΙΝΩΣΙΣ ΤΟΥ ΦΕΡΕΙ ΤΟΝ ΤΙΤΛΟΝ:	[961, 1179, 1148, 1216]
firestone-agent: ΦΑΙΡΕΛΛΑΣ Α.Ε.	[192, 1709, 333, 1729]
alkazar-footer: ΝΙΚ. ΣΕΓΟΥΡΑΣ	[951, 1519, 1158, 1533]
article-text: ΠΡΑΙΤΩΡΙΑ, 18. (Ρόυτερ). — Ὀκτὼ Ἀφρικανοὶ κατεδικάσθησαν εἰς ποινὰς καθείρξεως διὰ συνωμοσίαν κατὰ τῆς κυβερνήσεως.	[1332, 395, 1488, 440]
article-text: Αἱ διαπραγματεύσεις διὰ τὴν ἐναλλαγὴν τοῦ Τουρκικοῦ στρατιωτικοῦ σώματος δὲν ἔχουν προχωρήσει, λόγῳ τῆς ἀρνήσεως τῆς Κυπριακῆς κυβερνήσεως.	[788, 830, 935, 886]
headline: ΚΑΤΑ ΕΚΑΤΟΝΤΑΔΑΣ ΕΣΤΟΙΒΑΖΟΝΤΟ ΟΙ ΕΒΡΑΙΟΙ ΕΙΣ ΤΟΥΣ ΘΑΛΑΜΟΥΣ ΑΕΡΙΩΝ ΤΟΥ ΑΟΥΣΒΙΤΣ ΚΑΤΕΘΕΣΕ ΜΑΡΤΥΣ ΕΙΣ ΤΗΝ ΔΙΚΗΝ ΝΑΖΙΣΤΩΝ	[633, 417, 935, 483]
school-program-item: 8. Στενογραφία	[986, 2092, 1044, 2102]
headline: ΣΥΝΕΛΗΦΘΗΣΑΝ ΔΥΟ ΝΕΟΙ ΚΑΤΗΓΟΡΟΥΜΕΝΟΙ ΟΤΙ ΕΣΚΟΠΟΥΝ ΝΑ ΦΟΝΕΥΣΟΥΝ ΤΟΝ ΠΑΡΚ	[1338, 789, 1482, 845]
article-text: Ἀπεπειράθη νὰ αὐτοκτονήσῃ ἡ Ἀθανασία Παπαδοπούλου, ἐτῶν 19, λαβοῦσα μεγάλην ποσότητα φαρμάκων.	[78, 718, 244, 752]
firestone-title: ΕΛΑΣΤΙΚΑ	[231, 1558, 402, 1591]
subhead: ΑΠΟ ΤΗΝ ΧΑΛΚΙΔΙΚΗΝ	[95, 941, 226, 956]
firestone-agent-label: ΓΕΝΙΚΗ ΑΝΤΙΠΡΟΣΩΠΕΙΑ:	[94, 1715, 215, 1726]
